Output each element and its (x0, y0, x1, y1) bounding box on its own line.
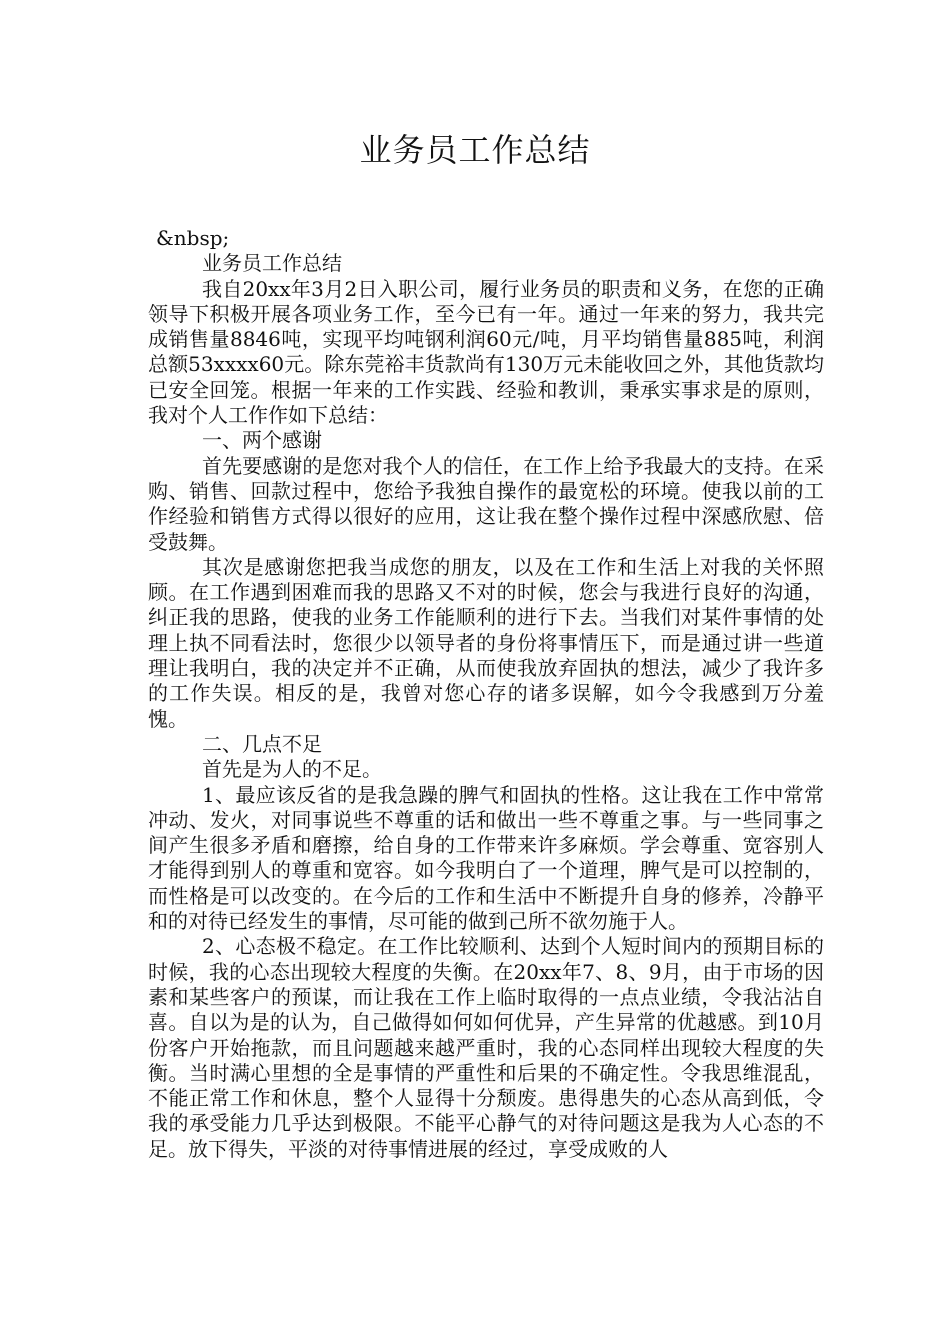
paragraph-thanks-first: 首先要感谢的是您对我个人的信任，在工作上给予我最大的支持。在采购、销售、回款过程中，您给予我独自操作的最宽松的环境。使我以前的工作经验和销售方式得以很好的应用，这让我在整个操作过程中深感欣慰、倍受鼓舞。 (148, 453, 824, 554)
paragraph-entity-artifact: &nbsp; (156, 226, 230, 250)
paragraph-thanks-second: 其次是感谢您把我当成您的朋友，以及在工作和生活上对我的关怀照顾。在工作遇到困难而我的思路又不对的时候，您会与我进行良好的沟通，纠正我的思路，使我的业务工作能顺利的进行下去。当我们对某件事情的处理上执不同看法时，您很少以领导者的身份将事情压下，而是通过讲一些道理让我明白，我的决定并不正确，从而使我放弃固执的想法，减少了我许多的工作失误。相反的是，我曾对您心存的诸多误解，如今令我感到万分羞愧。 (148, 554, 824, 731)
paragraph-shortcoming-2: 2、心态极不稳定。在工作比较顺利、达到个人短时间内的预期目标的时候，我的心态出现较大程度的失衡。在20xx年7、8、9月，由于市场的因素和某些客户的预谋，而让我在工作上临时取得的一点点业绩，令我沾沾自喜。自以为是的认为，自己做得如何如何优异，产生异常的优越感。到10月份客户开始拖款，而且问题越来越严重时，我的心态同样出现较大程度的失衡。当时满心里想的全是事情的严重性和后果的不确定性。令我思维混乱，不能正常工作和休息，整个人显得十分颓废。患得患失的心态从高到低，令我的承受能力几乎达到极限。不能平心静气的对待问题这是我为人心态的不足。放下得失，平淡的对待事情进展的经过，享受成败的人 (148, 934, 824, 1161)
document-body (148, 226, 824, 1162)
paragraph-shortcoming-1: 1、最应该反省的是我急躁的脾气和固执的性格。这让我在工作中常常冲动、发火，对同事说些不尊重的话和做出一些不尊重之事。与一些同事之间产生很多矛盾和磨擦，给自身的工作带来许多麻烦。学会尊重、宽容别人才能得到别人的尊重和宽容。如今我明白了一个道理，脾气是可以控制的，而性格是可以改变的。在今后的工作和生活中不断提升自身的修养，冷静平和的对待已经发生的事情，尽可能的做到己所不欲勿施于人。 (148, 782, 824, 934)
paragraph-subtitle: 业务员工作总结 (202, 251, 342, 276)
section-heading-thanks: 一、两个感谢 (202, 428, 322, 453)
section-heading-shortcomings: 二、几点不足 (202, 731, 322, 756)
paragraph-shortcomings-intro: 首先是为人的不足。 (202, 757, 382, 782)
paragraph-intro: 我自20xx年3月2日入职公司，履行业务员的职责和义务，在您的正确领导下积极开展各项业务工作，至今已有一年。通过一年来的努力，我共完成销售量8846吨，实现平均吨钢利润60元/吨，月平均销售量885吨，利润总额53xxxx60元。除东莞裕丰货款尚有130万元未能收回之外，其他货款均已安全回笼。根据一年来的工作实践、经验和教训，秉承实事求是的原则，我对个人工作作如下总结： (148, 276, 824, 428)
document-title: 业务员工作总结 (359, 131, 591, 169)
